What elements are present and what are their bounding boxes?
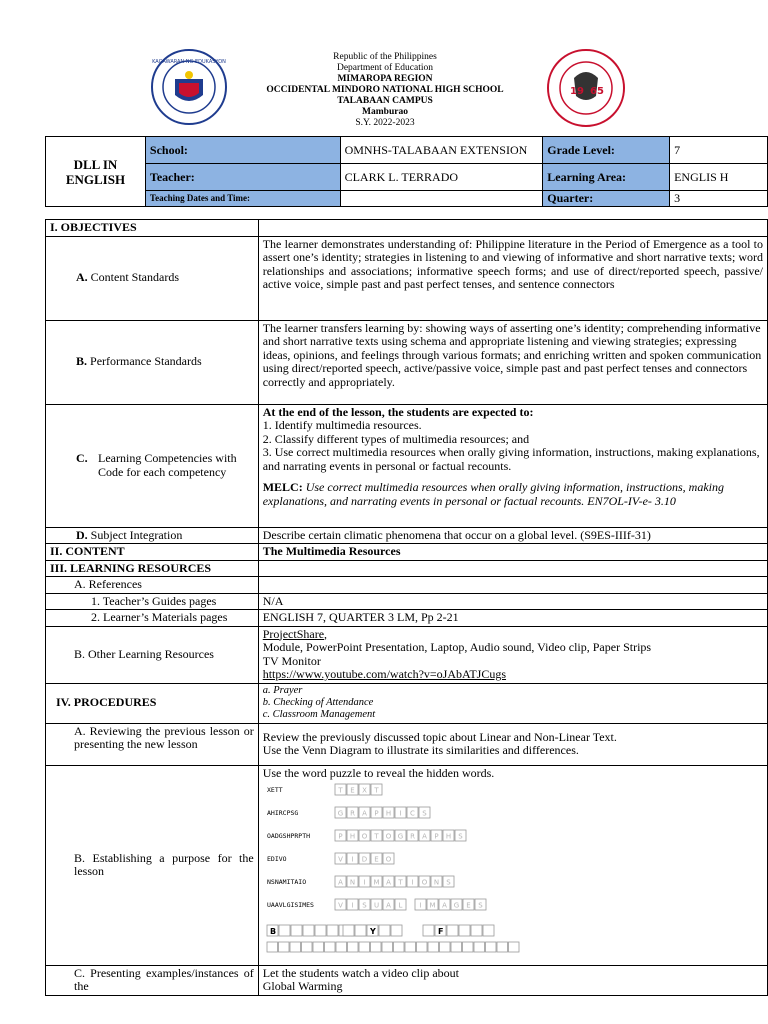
other-resources-tv: TV Monitor xyxy=(262,653,321,668)
area-value: ENGLIS H xyxy=(670,164,768,191)
procedures-preliminaries xyxy=(258,683,767,723)
references-label: A. References xyxy=(46,577,259,594)
header-school: OCCIDENTAL MINDORO NATIONAL HIGH SCHOOL xyxy=(266,85,504,95)
puzzle-code-letter: F xyxy=(437,927,444,936)
puzzle-code-box xyxy=(393,942,404,952)
reviewing-label: A. Reviewing the previous lesson or presenting the new lesson xyxy=(46,723,259,765)
content-heading: II. CONTENT xyxy=(46,544,259,561)
reviewing-line-1: Review the previously discussed topic about Linear and Non-Linear Text. xyxy=(262,729,617,744)
puzzle-answer-letter: N xyxy=(433,878,439,887)
puzzle-code-box xyxy=(474,942,485,952)
puzzle-scrambled-word: OADGSHPRPTH xyxy=(266,832,310,840)
puzzle-answer-letter: I xyxy=(419,901,422,910)
content-standards-letter: A. xyxy=(76,270,88,285)
school-seal-icon xyxy=(546,48,626,128)
competencies-intro: At the end of the lesson, the students are expected to: xyxy=(262,404,534,419)
puzzle-code-box xyxy=(497,942,508,952)
puzzle-code-box xyxy=(382,942,393,952)
presenting-line-2: Global Warming xyxy=(262,979,343,993)
puzzle-answer-letter: S xyxy=(361,901,367,910)
area-label: Learning Area: xyxy=(543,164,670,191)
establishing-purpose-cell xyxy=(258,765,767,965)
puzzle-answer-letter: R xyxy=(349,809,355,818)
projectshare-link[interactable]: ProjectShare, xyxy=(262,626,328,641)
subject-integration-text: Describe certain climatic phenomena that occur on a global level. (S9ES-IIIf-31) xyxy=(258,527,767,544)
puzzle-code-box xyxy=(347,942,358,952)
puzzle-answer-letter: R xyxy=(409,832,415,841)
grade-label: Grade Level: xyxy=(543,137,670,164)
puzzle-answer-letter: S xyxy=(477,901,483,910)
puzzle-answer-letter: P xyxy=(434,832,439,841)
svg-text:KAGAWARAN NG EDUKASYON: KAGAWARAN NG EDUKASYON xyxy=(152,59,226,65)
classroom-management-item: c. Classroom Management xyxy=(262,708,376,720)
puzzle-scrambled-word: UAAVLGISIMES xyxy=(266,901,314,909)
presenting-line-1: Let the students watch a video clip about xyxy=(262,965,459,980)
header-campus: TALABAAN CAMPUS xyxy=(337,96,433,106)
puzzle-answer-letter: S xyxy=(445,878,451,887)
content-standards-text: The learner demonstrates understanding of: Philippine literature in the Period of Emergence as a tool to assert one’s identity; strategies in listening to and viewing of informative and short narrative texts; word relationships and associations; informative speech forms; and use of direct/reported speech, passive/ active voice, simple past and past perfect tenses, and sentence connectors xyxy=(258,236,767,320)
other-resources-label: B. Other Learning Resources xyxy=(46,626,259,683)
header-region: MIMAROPA REGION xyxy=(337,74,433,84)
puzzle-code-box xyxy=(508,942,519,952)
melc-label: MELC: xyxy=(262,480,303,494)
puzzle-answer-letter: M xyxy=(429,901,436,910)
puzzle-answer-letter: A xyxy=(421,832,427,841)
puzzle-code-box xyxy=(278,942,289,952)
teachers-guide-value: N/A xyxy=(258,593,767,610)
teacher-value: CLARK L. TERRADO xyxy=(340,164,543,191)
puzzle-code-box xyxy=(290,942,301,952)
puzzle-answer-letter: G xyxy=(453,901,459,910)
puzzle-code-box xyxy=(303,925,314,936)
prayer-item: a. Prayer xyxy=(262,684,303,696)
performance-standards-text: The learner transfers learning by: showing ways of asserting one’s identity; comprehending informative and short narrative texts using schema and appropriate listening and viewing strategies; expressing ideas, opinions, and feelings through various formats; and enriching written and spoken communication using direct/reported speech, active/passive voice, simple past and past perfect tenses and connectors correctly and appropriately. xyxy=(258,320,767,404)
puzzle-code-box xyxy=(315,925,326,936)
resources-heading: III. LEARNING RESOURCES xyxy=(46,560,259,577)
puzzle-answer-letter: U xyxy=(373,901,379,910)
competency-1: 1. Identify multimedia resources. xyxy=(262,418,422,432)
competencies-label: Learning Competencies with Code for each competency xyxy=(98,451,237,479)
subject-integration-letter: D. xyxy=(76,527,88,542)
puzzle-code-box xyxy=(343,925,354,936)
puzzle-code-box xyxy=(291,925,302,936)
competency-3: 3. Use correct multimedia resources when orally giving information, instructions, making explanations, and narrating events in personal or factual recounts. xyxy=(262,445,760,473)
puzzle-answer-letter: I xyxy=(411,878,414,887)
puzzle-answer-letter: P xyxy=(374,809,379,818)
school-value: OMNHS-TALABAAN EXTENSION xyxy=(340,137,543,164)
puzzle-answer-letter: T xyxy=(398,878,403,887)
puzzle-code-box xyxy=(451,942,462,952)
teachers-guide-label: 1. Teacher’s Guides pages xyxy=(46,593,259,610)
puzzle-code-box xyxy=(428,942,439,952)
puzzle-scrambled-word: XETT xyxy=(266,786,283,794)
establishing-purpose-label: B. Establishing a purpose for the lesson xyxy=(46,765,259,965)
puzzle-answer-letter: O xyxy=(421,878,427,887)
youtube-link[interactable]: https://www.youtube.com/watch?v=oJAbATJCugs xyxy=(262,667,507,681)
school-label: School: xyxy=(145,137,340,164)
header-school-year: S.Y. 2022-2023 xyxy=(355,118,415,128)
puzzle-answer-letter: I xyxy=(351,855,354,864)
puzzle-code-box xyxy=(483,925,494,936)
reviewing-cell xyxy=(258,723,767,765)
puzzle-code-box xyxy=(355,925,366,936)
subject-integration-label: Subject Integration xyxy=(90,527,183,542)
puzzle-code-box xyxy=(405,942,416,952)
presenting-examples-cell xyxy=(258,965,767,995)
presenting-examples-label: C. Presenting examples/instances of the xyxy=(46,965,259,995)
puzzle-answer-letter: N xyxy=(349,878,355,887)
puzzle-answer-letter: D xyxy=(361,855,367,864)
puzzle-scrambled-word: EDIVO xyxy=(266,855,287,863)
puzzle-code-box xyxy=(416,942,427,952)
header-deped: Department of Education xyxy=(336,63,434,73)
puzzle-answer-letter: P xyxy=(338,832,343,841)
puzzle-instruction: Use the word puzzle to reveal the hidden words. xyxy=(262,765,495,780)
puzzle-answer-letter: V xyxy=(337,855,343,864)
puzzle-code-box xyxy=(359,942,370,952)
puzzle-code-letter: Y xyxy=(369,927,376,936)
puzzle-code-box xyxy=(485,942,496,952)
puzzle-code-box xyxy=(370,942,381,952)
puzzle-answer-letter: O xyxy=(385,855,391,864)
dates-value xyxy=(340,191,543,207)
other-resources-cell xyxy=(258,626,767,683)
puzzle-answer-letter: H xyxy=(349,832,355,841)
puzzle-code-box xyxy=(471,925,482,936)
puzzle-code-box xyxy=(313,942,324,952)
puzzle-answer-letter: T xyxy=(374,786,379,795)
teacher-label: Teacher: xyxy=(145,164,340,191)
learners-materials-label: 2. Learner’s Materials pages xyxy=(46,610,259,627)
puzzle-code-box xyxy=(423,925,434,936)
header-republic: Republic of the Philippines xyxy=(333,52,437,62)
melc-text: Use correct multimedia resources when orally giving information, instructions, making explanations, and narrating events in personal or factual recounts. EN7OL-IV-e- 3.10 xyxy=(262,480,725,508)
puzzle-code-box xyxy=(324,942,335,952)
puzzle-answer-letter: A xyxy=(337,878,343,887)
word-puzzle-image xyxy=(263,780,533,960)
puzzle-code-box xyxy=(459,925,470,936)
puzzle-answer-letter: T xyxy=(374,832,379,841)
content-value: The Multimedia Resources xyxy=(258,544,767,561)
puzzle-code-box xyxy=(447,925,458,936)
puzzle-answer-letter: G xyxy=(337,809,343,818)
puzzle-answer-letter: A xyxy=(361,809,367,818)
puzzle-code-letter: B xyxy=(269,927,276,936)
puzzle-answer-letter: A xyxy=(441,901,447,910)
puzzle-answer-letter: H xyxy=(445,832,451,841)
attendance-item: b. Checking of Attendance xyxy=(262,696,374,708)
quarter-label: Quarter: xyxy=(543,191,670,207)
puzzle-answer-letter: E xyxy=(374,855,379,864)
puzzle-code-box xyxy=(327,925,338,936)
dll-title: DLL IN ENGLISH xyxy=(46,137,146,207)
puzzle-answer-letter: O xyxy=(361,832,367,841)
other-resources-materials: Module, PowerPoint Presentation, Laptop, Audio sound, Video clip, Paper Strips xyxy=(262,640,652,654)
puzzle-answer-letter: G xyxy=(397,832,403,841)
puzzle-code-box xyxy=(391,925,402,936)
puzzle-code-box xyxy=(279,925,290,936)
dates-label: Teaching Dates and Time: xyxy=(145,191,340,207)
puzzle-answer-letter: C xyxy=(409,809,415,818)
puzzle-answer-letter: A xyxy=(385,878,391,887)
seal-year-left: 19 xyxy=(570,86,584,97)
objectives-heading: I. OBJECTIVES xyxy=(46,220,259,237)
puzzle-code-box xyxy=(379,925,390,936)
lesson-plan-table xyxy=(45,219,768,996)
header-town: Mamburao xyxy=(362,107,408,117)
puzzle-answer-letter: S xyxy=(457,832,463,841)
competency-2: 2. Classify different types of multimedia resources; and xyxy=(262,431,530,446)
puzzle-answer-letter: A xyxy=(385,901,391,910)
puzzle-answer-letter: E xyxy=(466,901,471,910)
quarter-value: 3 xyxy=(670,191,768,207)
puzzle-answer-letter: I xyxy=(351,901,354,910)
procedures-heading: IV. PROCEDURES xyxy=(46,683,259,723)
competencies-letter: C. xyxy=(76,451,88,465)
seal-year-right: 65 xyxy=(590,86,604,97)
puzzle-answer-letter: M xyxy=(373,878,380,887)
puzzle-answer-letter: H xyxy=(385,809,391,818)
puzzle-scrambled-word: AHIRCPSG xyxy=(266,809,299,817)
puzzle-answer-letter: T xyxy=(338,786,343,795)
deped-seal-icon xyxy=(151,49,227,125)
performance-standards-letter: B. xyxy=(76,354,88,369)
info-table xyxy=(45,136,768,207)
puzzle-answer-letter: O xyxy=(385,832,391,841)
learners-materials-value: ENGLISH 7, QUARTER 3 LM, Pp 2-21 xyxy=(258,610,767,627)
puzzle-code-box xyxy=(439,942,450,952)
puzzle-answer-letter: E xyxy=(350,786,355,795)
competencies-cell xyxy=(258,404,767,527)
puzzle-code-box xyxy=(301,942,312,952)
puzzle-answer-letter: I xyxy=(399,809,402,818)
performance-standards-label: Performance Standards xyxy=(90,354,202,369)
puzzle-code-box xyxy=(336,942,347,952)
puzzle-answer-letter: X xyxy=(361,786,367,795)
header-text xyxy=(230,52,540,129)
puzzle-code-box xyxy=(462,942,473,952)
puzzle-answer-letter: L xyxy=(398,901,403,910)
puzzle-scrambled-word: NSNAMITAIO xyxy=(266,878,306,886)
puzzle-code-box xyxy=(267,942,278,952)
document-header xyxy=(0,0,768,135)
puzzle-answer-letter: S xyxy=(421,809,427,818)
grade-value: 7 xyxy=(670,137,768,164)
puzzle-answer-letter: I xyxy=(363,878,366,887)
reviewing-line-2: Use the Venn Diagram to illustrate its similarities and differences. xyxy=(262,743,579,757)
puzzle-answer-letter: V xyxy=(337,901,343,910)
content-standards-label: Content Standards xyxy=(90,270,179,285)
